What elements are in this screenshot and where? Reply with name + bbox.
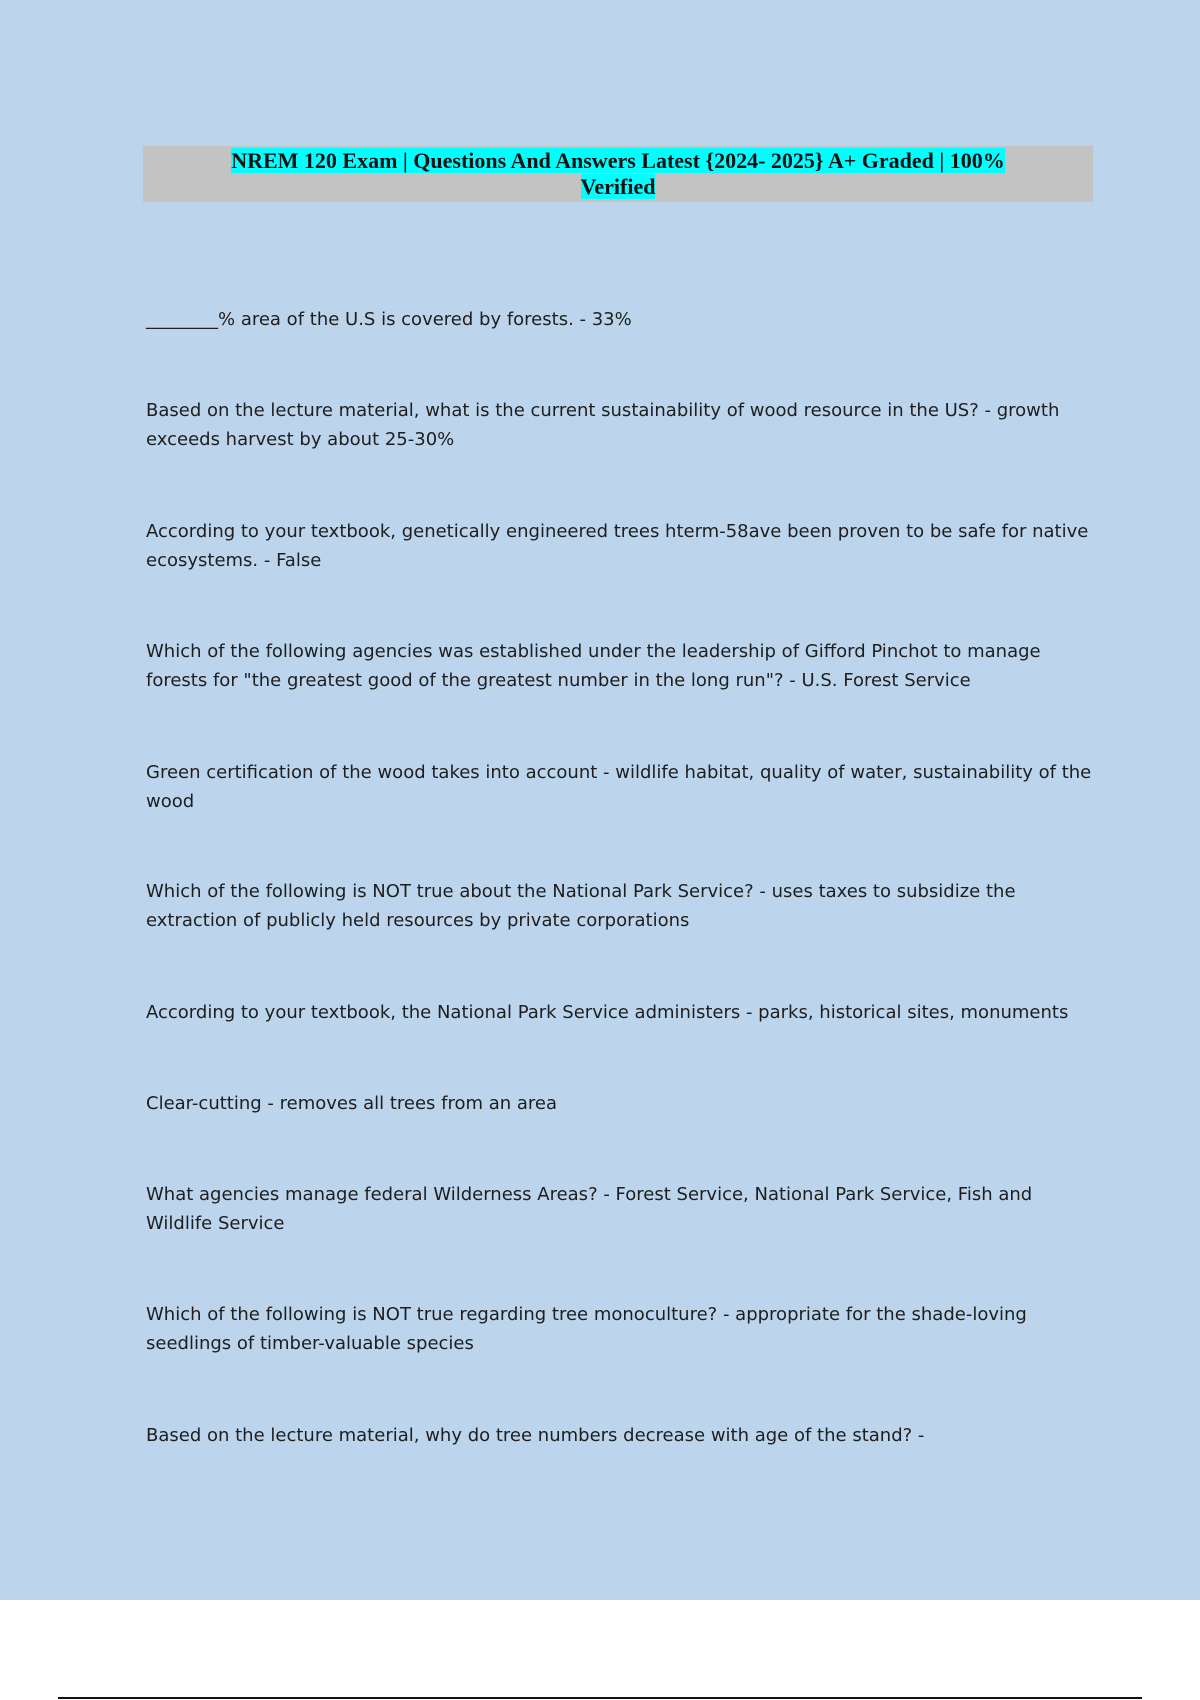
qa-item: Green certification of the wood takes into account - wildlife habitat, quality of water, sustainability of the wood (146, 762, 1092, 812)
qa-item: Which of the following is NOT true about the National Park Service? - uses taxes to subsidize the extraction of publicly held resources by private corporations (146, 881, 1016, 931)
qa-item: Which of the following is NOT true regarding tree monoculture? - appropriate for the shade-loving seedlings of timber-valuable species (146, 1304, 1027, 1354)
document-title-line-2 (143, 174, 1093, 200)
qa-item: Based on the lecture material, why do tree numbers decrease with age of the stand? - (146, 1425, 925, 1446)
document-title-line-1 (143, 146, 1093, 174)
qa-item: Clear-cutting - removes all trees from an area (146, 1093, 558, 1114)
qa-item: According to your textbook, the National Park Service administers - parks, historical sites, monuments (146, 1002, 1069, 1023)
title-highlight-2: Verified (580, 174, 656, 199)
qa-item: Based on the lecture material, what is the current sustainability of wood resource in the US? - growth exceeds harvest by about 25-30% (146, 400, 1060, 450)
footer-divider (58, 1697, 1142, 1699)
title-highlight-1: NREM 120 Exam | Questions And Answers Latest {2024- 2025} A+ Graded | 100% (231, 148, 1005, 173)
qa-item: Which of the following agencies was established under the leadership of Gifford Pinchot to manage forests for "the greatest good of the greatest number in the long run"? - U.S. Forest Service (146, 641, 1041, 691)
qa-item: What agencies manage federal Wilderness Areas? - Forest Service, National Park Service, Fish and Wildlife Service (146, 1184, 1033, 1234)
qa-item: ________% area of the U.S is covered by forests. - 33% (146, 309, 632, 330)
title-banner (143, 146, 1093, 202)
qa-item: According to your textbook, genetically engineered trees hterm-58ave been proven to be safe for native ecosystems. - False (146, 521, 1089, 571)
